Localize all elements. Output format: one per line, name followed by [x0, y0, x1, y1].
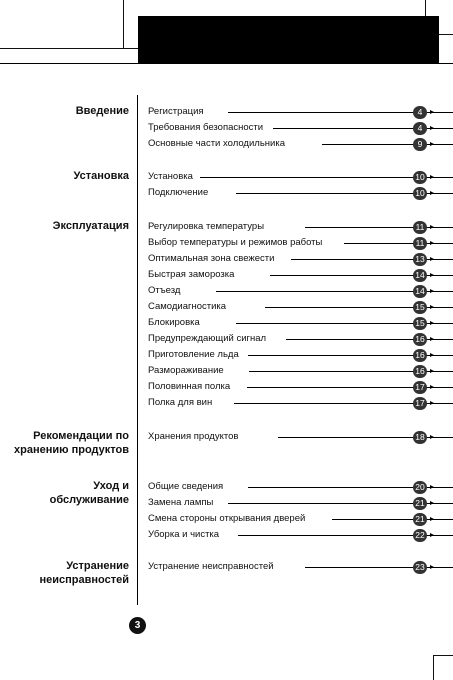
- toc-entry-label: Блокировка: [148, 317, 200, 328]
- page-badge: 14: [413, 269, 427, 282]
- toc-entry-label: Регистрация: [148, 106, 204, 117]
- toc-entry-label: Подключение: [148, 187, 209, 198]
- toc-entry[interactable]: [148, 380, 453, 396]
- page-number: 3: [129, 617, 146, 634]
- leader-arrow: [248, 355, 431, 356]
- leader-tail: [427, 567, 453, 568]
- leader-arrow: [238, 535, 431, 536]
- section-title: Уход и обслуживание: [49, 480, 129, 506]
- leader-tail: [427, 371, 453, 372]
- page-badge: 10: [413, 187, 427, 200]
- leader-tail: [427, 355, 453, 356]
- toc-entry-label: Выбор температуры и режимов работы: [148, 237, 323, 248]
- toc-entry[interactable]: [148, 332, 453, 348]
- toc-entry-label: Требования безопасности: [148, 122, 264, 133]
- page-badge: 22: [413, 529, 427, 542]
- toc-entry[interactable]: [148, 496, 453, 512]
- toc-entry[interactable]: [148, 396, 453, 412]
- leader-tail: [427, 339, 453, 340]
- leader-arrow: [286, 339, 431, 340]
- page-badge: 14: [413, 285, 427, 298]
- leader-tail: [427, 535, 453, 536]
- leader-arrow: [236, 193, 431, 194]
- toc-entry[interactable]: [148, 105, 453, 121]
- leader-arrow: [228, 503, 431, 504]
- leader-tail: [427, 128, 453, 129]
- leader-tail: [427, 519, 453, 520]
- toc-entry[interactable]: [148, 170, 453, 186]
- toc-entry[interactable]: [148, 512, 453, 528]
- leader-tail: [427, 177, 453, 178]
- toc-entry-label: Замена лампы: [148, 497, 214, 508]
- page-badge: 10: [413, 171, 427, 184]
- toc-entry-label: Предупреждающий сигнал: [148, 333, 267, 344]
- page-badge: 18: [413, 431, 427, 444]
- leader-arrow: [270, 275, 431, 276]
- leader-arrow: [265, 307, 431, 308]
- toc-entry-label: Устранение неисправностей: [148, 561, 274, 572]
- page-badge: 21: [413, 513, 427, 526]
- toc-entry[interactable]: [148, 220, 453, 236]
- leader-tail: [427, 259, 453, 260]
- leader-tail: [427, 291, 453, 292]
- toc-entry[interactable]: [148, 284, 453, 300]
- toc-entry-label: Основные части холодильника: [148, 138, 285, 149]
- leader-arrow: [200, 177, 431, 178]
- leader-tail: [427, 243, 453, 244]
- header-rule: [0, 63, 453, 64]
- leader-tail: [427, 144, 453, 145]
- section-title: Эксплуатация: [52, 220, 129, 232]
- page-badge: 4: [413, 122, 427, 135]
- toc-entry-label: Половинная полка: [148, 381, 231, 392]
- crop-mark: [123, 0, 124, 48]
- page-badge: 20: [413, 481, 427, 494]
- crop-mark: [425, 0, 426, 16]
- toc-entry[interactable]: [148, 300, 453, 316]
- toc-entry-label: Уборка и чистка: [148, 529, 220, 540]
- page-badge: 23: [413, 561, 427, 574]
- section-title: Рекомендации по хранению продуктов: [14, 430, 129, 456]
- toc-entry-label: Отъезд: [148, 285, 181, 296]
- leader-arrow: [247, 387, 431, 388]
- leader-tail: [427, 503, 453, 504]
- page-badge: 17: [413, 397, 427, 410]
- toc-entry-label: Хранения продуктов: [148, 431, 239, 442]
- page-badge: 16: [413, 365, 427, 378]
- leader-tail: [427, 403, 453, 404]
- leader-arrow: [228, 112, 431, 113]
- page-badge: 15: [413, 317, 427, 330]
- leader-tail: [427, 307, 453, 308]
- toc-entry[interactable]: [148, 528, 453, 544]
- leader-arrow: [234, 403, 431, 404]
- toc-entry-label: Полка для вин: [148, 397, 213, 408]
- header-block: [138, 16, 439, 63]
- page-badge: 17: [413, 381, 427, 394]
- leader-tail: [427, 112, 453, 113]
- toc-entry[interactable]: [148, 480, 453, 496]
- toc-entry-label: Размораживание: [148, 365, 224, 376]
- page-badge: 15: [413, 301, 427, 314]
- toc-entry[interactable]: [148, 121, 453, 137]
- toc-entry-label: Общие сведения: [148, 481, 224, 492]
- toc-entry[interactable]: [148, 316, 453, 332]
- crop-mark: [439, 34, 453, 35]
- toc-entry[interactable]: [148, 236, 453, 252]
- crop-mark: [0, 48, 138, 49]
- toc-entry-label: Смена стороны открывания дверей: [148, 513, 306, 524]
- leader-arrow: [249, 371, 431, 372]
- page-badge: 16: [413, 349, 427, 362]
- toc-entry-label: Оптимальная зона свежести: [148, 253, 275, 264]
- column-divider: [137, 95, 138, 605]
- toc-entry[interactable]: [148, 137, 453, 153]
- toc-entry[interactable]: [148, 252, 453, 268]
- leader-arrow: [291, 259, 431, 260]
- leader-arrow: [248, 487, 431, 488]
- leader-tail: [427, 227, 453, 228]
- leader-tail: [427, 323, 453, 324]
- toc-entry-label: Регулировка температуры: [148, 221, 265, 232]
- toc-entry-label: Быстрая заморозка: [148, 269, 235, 280]
- page-badge: 11: [413, 237, 427, 250]
- leader-tail: [427, 487, 453, 488]
- toc-entry[interactable]: [148, 430, 453, 446]
- page-badge: 16: [413, 333, 427, 346]
- crop-mark: [433, 655, 434, 680]
- leader-arrow: [236, 323, 431, 324]
- toc-entry[interactable]: [148, 560, 453, 576]
- page-badge: 21: [413, 497, 427, 510]
- toc-entry[interactable]: [148, 364, 453, 380]
- leader-tail: [427, 437, 453, 438]
- section-title: Устранение неисправностей: [39, 560, 129, 586]
- section-title: Введение: [75, 105, 129, 117]
- page-badge: 9: [413, 138, 427, 151]
- leader-tail: [427, 387, 453, 388]
- toc-entry[interactable]: [148, 186, 453, 202]
- toc-entry-label: Установка: [148, 171, 193, 182]
- page-badge: 11: [413, 221, 427, 234]
- leader-arrow: [278, 437, 431, 438]
- toc-entry-label: Приготовление льда: [148, 349, 239, 360]
- crop-mark: [433, 655, 453, 656]
- page-badge: 4: [413, 106, 427, 119]
- page-badge: 13: [413, 253, 427, 266]
- toc-entry-label: Самодиагностика: [148, 301, 227, 312]
- section-title: Установка: [73, 170, 129, 182]
- leader-arrow: [273, 128, 431, 129]
- toc-entry[interactable]: [148, 348, 453, 364]
- toc-entry[interactable]: [148, 268, 453, 284]
- leader-arrow: [216, 291, 431, 292]
- leader-tail: [427, 193, 453, 194]
- leader-tail: [427, 275, 453, 276]
